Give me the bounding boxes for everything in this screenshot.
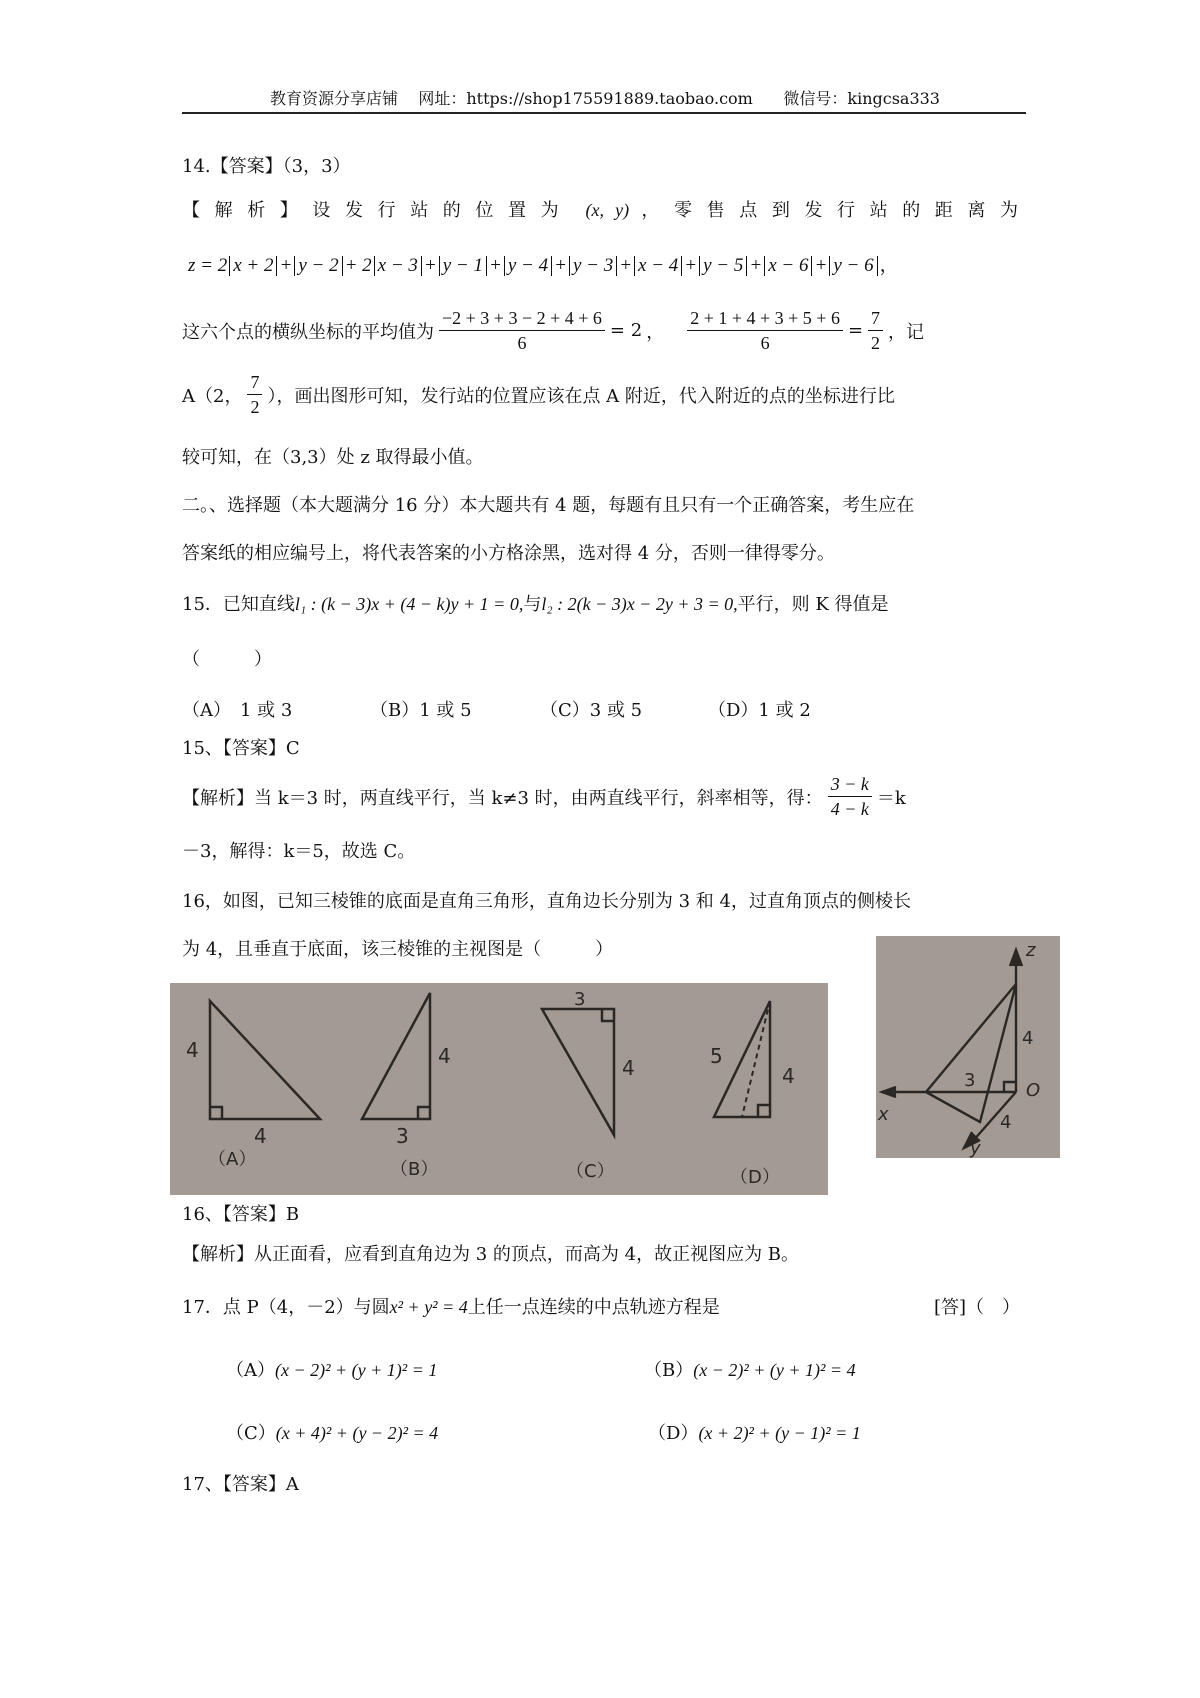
q15-option-b: （B）1 或 5 (370, 700, 472, 721)
q15-options (182, 696, 811, 722)
q15-analysis (182, 772, 906, 821)
section2-line2: 答案纸的相应编号上，将代表答案的小方格涂黑，选对得 4 分，否则一律得零分。 (182, 543, 835, 564)
q15-l1: l₁ : (k − 3)x + (4 − k)y + 1 = 0, (294, 594, 524, 614)
option-a-label: （A） (208, 1149, 257, 1170)
option-a-left-label: 4 (186, 1038, 199, 1062)
q17-option-d-label: （D） (648, 1423, 699, 1444)
wechat-label: 微信号： (783, 89, 848, 108)
point-a-post: ），画出图形可知，发行站的位置应该在点 A 附近，代入附近的点的坐标进行比 (267, 385, 895, 407)
q17-option-a (226, 1356, 437, 1382)
q17-option-a-eq: (x − 2)² + (y + 1)² = 1 (275, 1360, 438, 1380)
avg-y-val-den: 2 (871, 333, 881, 353)
avg-y-den: 6 (760, 333, 770, 353)
q16-answer: 16、【答案】B (182, 1204, 300, 1225)
abs-term: y − 6 (829, 256, 877, 276)
q15-frac-den: 4 − k (830, 799, 869, 819)
q14-conclusion: 较可知，在（3,3）处 z 取得最小值。 (182, 447, 484, 468)
avg-x-val: = 2 (609, 320, 643, 341)
q17-option-c (226, 1419, 438, 1445)
q17-stem-pre: 17．点 P（4，－2）与圆 (182, 1297, 390, 1318)
option-b-label: （B） (390, 1159, 439, 1180)
origin-label: O (1026, 1080, 1041, 1101)
option-b-bottom-label: 3 (396, 1124, 409, 1148)
q15-analysis-eq: ＝k (876, 787, 906, 809)
q17-option-a-label: （A） (226, 1360, 275, 1381)
q16-options-svg (170, 983, 828, 1195)
q14-answer: 14.【答案】（3，3） (182, 156, 351, 177)
q16-pyramid-figure (876, 936, 1060, 1158)
axis-y-label: y (970, 1138, 981, 1158)
q17-stem (182, 1293, 720, 1319)
q14-analysis (182, 196, 1026, 222)
avg-y-val-fraction (868, 306, 883, 355)
abs-term: y − 1 (439, 256, 487, 276)
avg-x-den: 6 (517, 333, 527, 353)
option-a-figure (210, 1001, 320, 1119)
option-c-right-label: 4 (622, 1056, 635, 1080)
abs-term: y − 3 (569, 256, 617, 276)
site-label: 网址： (418, 89, 467, 108)
plus: + (423, 255, 437, 276)
q14-average: 这六个点的横纵坐标的平均值为 $\frac{-2 + 3 + 3 - 2 + 4 + 6}{6}$ = 2 ， $\frac{2 + 1 + 4 + 3 + 5 + 6}{6}$ = $\frac{7}{2}$ ，记 (182, 308, 925, 353)
point-a-den: 2 (250, 397, 260, 417)
q15-analysis-line2: －3，解得：k＝5，故选 C。 (182, 841, 416, 862)
q15-stem-pre: 15．已知直线 (182, 594, 295, 615)
option-d-hyp-label: 5 (710, 1044, 723, 1068)
edge-3-label: 3 (964, 1070, 976, 1091)
option-b-figure (362, 993, 430, 1119)
option-d-label: （D） (730, 1167, 780, 1188)
q17-tag: [答]（ ） (934, 1297, 1021, 1318)
avg-x-num: −2 + 3 + 3 − 2 + 4 + 6 (439, 306, 605, 331)
avg-y-eq: = (847, 320, 864, 341)
q15-fraction (828, 772, 872, 821)
q14-analysis-text: 【解析】设发行站的位置为 (182, 200, 574, 221)
option-a-bottom-label: 4 (254, 1124, 267, 1148)
q17-option-b (644, 1356, 856, 1382)
q16-stem2: 为 4，且垂直于底面，该三棱锥的主视图是（ ） (182, 939, 614, 960)
plus: + (619, 255, 633, 276)
q15-analysis-pre: 【解析】当 k＝3 时，两直线平行，当 k≠3 时，由两直线平行，斜率相等，得： (182, 787, 823, 809)
header-rule (182, 112, 1026, 114)
point-a-num: 7 (247, 370, 262, 395)
plus: + (684, 255, 698, 276)
plus: + (554, 255, 567, 276)
avg-x-fraction (439, 306, 605, 355)
q15-mid: 与 (523, 594, 542, 615)
q15-option-c: （C）3 或 5 (540, 700, 643, 721)
avg-text: 这六个点的横纵坐标的平均值为 (182, 321, 434, 343)
q15-option-a: （A） 1 或 3 (182, 700, 293, 721)
option-d-right-label: 4 (782, 1064, 795, 1088)
plus: + (749, 255, 763, 276)
q17-option-b-label: （B） (644, 1360, 694, 1381)
ji-text: ，记 (888, 321, 925, 343)
q17-stem-post: 上任一点连续的中点轨迹方程是 (467, 1297, 720, 1318)
q14-point-xy: (x, y) (585, 200, 630, 220)
q17-option-c-label: （C） (226, 1423, 276, 1444)
q17-option-d-eq: (x + 2)² + (y − 1)² = 1 (698, 1423, 861, 1443)
site-url: https://shop175591889.taobao.com (466, 89, 753, 108)
abs-term: x − 4 (634, 256, 682, 276)
avg-y-fraction (687, 306, 843, 355)
q17-answer: 17、【答案】A (182, 1474, 299, 1495)
q17-circle-eq: x² + y² = 4 (389, 1297, 468, 1317)
point-a-fraction (247, 370, 262, 419)
section2-line1: 二。、选择题（本大题满分 16 分）本大题共有 4 题，每题有且只有一个正确答案，考生应在 (182, 495, 915, 516)
q15-stem-post: 平行，则 K 得值是 (737, 594, 889, 615)
abs-term: y − 5 (699, 256, 747, 276)
plus: + (814, 255, 828, 276)
edge-4-label: 4 (1000, 1112, 1012, 1133)
z-eq: z = 2 (188, 255, 228, 276)
abs-term: y − 2 (294, 256, 342, 276)
q15-frac-num: 3 − k (828, 772, 872, 797)
q15-l2: l₂ : 2(k − 3)x − 2y + 3 = 0, (541, 594, 738, 614)
q16-analysis: 【解析】从正面看，应看到直角边为 3 的顶点，而高为 4，故正视图应为 B。 (182, 1244, 800, 1265)
point-a-pre: A（2， (182, 385, 243, 407)
q15-stem (182, 590, 889, 616)
q15-answer: 15、【答案】C (182, 738, 300, 759)
q14-z-formula: z = 2 x + 2 + y − 2 + 2 x − 3 + y − 1 + y − 4 + y − 3 + x − 4 + y − 5 + x − 6 + y − 6 ， (188, 255, 899, 276)
page-header (270, 86, 940, 109)
q14-analysis-tail: ，零售点到发行站的距离为 (641, 200, 1027, 221)
plus: + (489, 255, 502, 276)
avg-y-num: 2 + 1 + 4 + 3 + 5 + 6 (687, 306, 843, 331)
q15-blank: （ ） (182, 649, 272, 670)
option-c-figure (542, 1009, 614, 1135)
height-label: 4 (1022, 1028, 1034, 1049)
abs-term: x − 6 (764, 256, 812, 276)
abs-term: x + 2 (229, 256, 277, 276)
q14-point-a (182, 370, 895, 419)
q16-stem1: 16，如图，已知三棱锥的底面是直角三角形，直角边长分别为 3 和 4，过直角顶点的侧棱长 (182, 891, 911, 912)
abs-term: x − 3 (374, 256, 422, 276)
q16-pyramid-svg (876, 936, 1060, 1158)
option-c-label: （C） (566, 1161, 615, 1182)
q16-options-figure (170, 983, 828, 1195)
abs-term: y − 4 (504, 256, 552, 276)
q17-option-b-eq: (x − 2)² + (y + 1)² = 4 (693, 1360, 856, 1380)
option-b-right-label: 4 (438, 1044, 451, 1068)
q17-option-d (648, 1419, 861, 1445)
option-c-top-label: 3 (574, 989, 586, 1010)
avg-y-val-num: 7 (868, 306, 883, 331)
axis-x-label: x (878, 1104, 889, 1125)
q17-option-c-eq: (x + 4)² + (y − 2)² = 4 (275, 1423, 439, 1443)
plus: + 2 (344, 255, 372, 276)
axis-z-label: z (1026, 940, 1036, 961)
q15-option-d: （D）1 或 2 (708, 700, 811, 721)
plus: + (279, 255, 293, 276)
wechat-id: kingcsa333 (847, 89, 940, 108)
shop-name: 教育资源分享店铺 (270, 89, 399, 108)
